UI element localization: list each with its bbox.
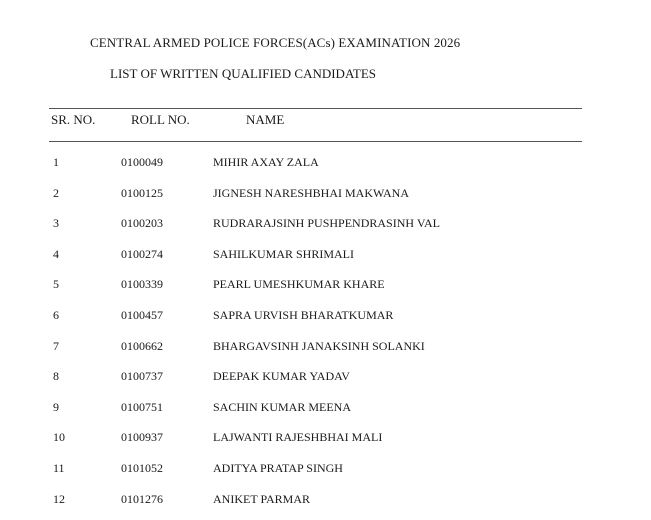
name-cell: BHARGAVSINH JANAKSINH SOLANKI	[213, 338, 425, 353]
roll-no-cell: 0100662	[121, 338, 163, 353]
sr-no-cell: 4	[53, 246, 59, 261]
roll-no-cell: 0100125	[121, 185, 163, 200]
sr-no-cell: 12	[53, 491, 65, 506]
table-row	[0, 186, 651, 206]
table-row	[0, 400, 651, 420]
table-row	[0, 339, 651, 359]
table-row	[0, 492, 651, 512]
roll-no-cell: 0100203	[121, 216, 163, 231]
column-header-sr-no: SR. NO.	[51, 112, 96, 127]
sr-no-cell: 1	[53, 155, 59, 169]
table-row	[0, 308, 651, 328]
roll-no-cell: 0100737	[121, 369, 163, 384]
document-subtitle: LIST OF WRITTEN QUALIFIED CANDIDATES	[110, 66, 377, 81]
roll-no-cell: 0100339	[121, 277, 163, 292]
column-header-roll-no: ROLL NO.	[131, 112, 190, 127]
sr-no-cell: 10	[53, 430, 65, 445]
name-cell: SAPRA URVISH BHARATKUMAR	[213, 308, 394, 322]
name-cell: SACHIN KUMAR MEENA	[213, 399, 352, 414]
roll-no-cell: 0100049	[121, 155, 163, 169]
sr-no-cell: 2	[53, 185, 59, 200]
name-cell: MIHIR AXAY ZALA	[213, 155, 319, 169]
table-row	[0, 461, 651, 481]
name-cell: ADITYA PRATAP SINGH	[213, 461, 343, 475]
table-row	[0, 247, 651, 267]
roll-no-cell: 0100751	[121, 399, 163, 414]
roll-no-cell: 0100937	[121, 430, 163, 445]
roll-no-cell: 0100457	[121, 308, 163, 322]
roll-no-cell: 0100274	[121, 246, 163, 261]
table-row	[0, 369, 651, 389]
table-row	[0, 216, 651, 236]
column-header-name: NAME	[246, 112, 285, 127]
table-row	[0, 277, 651, 297]
name-cell: ANIKET PARMAR	[213, 491, 311, 506]
roll-no-cell: 0101276	[121, 491, 163, 506]
table-header-top-rule	[49, 108, 582, 109]
table-row	[0, 430, 651, 450]
document-title: CENTRAL ARMED POLICE FORCES(ACs) EXAMINATION 2026	[90, 35, 461, 50]
name-cell: PEARL UMESHKUMAR KHARE	[213, 277, 385, 292]
sr-no-cell: 6	[53, 308, 59, 322]
roll-no-cell: 0101052	[121, 461, 163, 475]
sr-no-cell: 11	[53, 461, 65, 475]
name-cell: SAHILKUMAR SHRIMALI	[213, 246, 355, 261]
table-row	[0, 155, 651, 175]
sr-no-cell: 9	[53, 399, 59, 414]
name-cell: RUDRARAJSINH PUSHPENDRASINH VAL	[213, 216, 440, 231]
sr-no-cell: 5	[53, 277, 59, 292]
name-cell: LAJWANTI RAJESHBHAI MALI	[213, 430, 383, 445]
name-cell: DEEPAK KUMAR YADAV	[213, 369, 350, 384]
sr-no-cell: 3	[53, 216, 59, 231]
name-cell: JIGNESH NARESHBHAI MAKWANA	[213, 185, 410, 200]
table-header-bottom-rule	[49, 141, 582, 142]
sr-no-cell: 7	[53, 338, 59, 353]
sr-no-cell: 8	[53, 369, 59, 384]
